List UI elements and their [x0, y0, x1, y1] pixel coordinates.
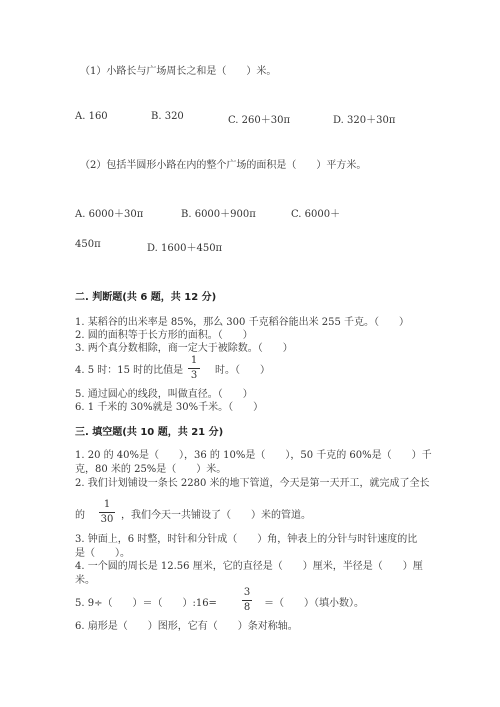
judge-item-3: 3. 两个真分数相除，商一定大于被除数。（ ） [75, 343, 293, 354]
judge-item-5: 5. 通过圆心的线段，叫做直径。（ ） [75, 389, 253, 400]
fraction-numerator: 1 [103, 499, 111, 510]
fill-item-1-line2: 克，80 米的 25%是（ ）米。 [75, 464, 227, 475]
fill-item-3-line2: 是（ ）。 [75, 548, 130, 559]
fill-item-4-line2: 米。 [75, 575, 95, 586]
q1-option-a: A. 160 [75, 111, 108, 122]
fraction-one-third [188, 356, 200, 381]
fill-item-3-line1: 3. 钟面上，6 时整，时针和分针成（ ）角，钟表上的分针与时针速度的比 [75, 534, 418, 545]
q2-text: （2）包括半圆形小路在内的整个广场的面积是（ ）平方米。 [80, 160, 367, 171]
fraction-numerator: 3 [243, 587, 251, 598]
judge-item-4-end: 时。（ ） [215, 365, 270, 376]
fraction-denominator: 8 [243, 602, 251, 613]
judge-item-2: 2. 圆的面积等于长方形的面积。（ ） [75, 330, 253, 341]
section-3-heading: 三. 填空题(共 10 题，共 21 分) [75, 427, 224, 438]
q1-text: （1）小路长与广场周长之和是（ ）米。 [80, 66, 277, 77]
fill-item-4-line1: 4. 一个圆的周长是 12.56 厘米，它的直径是（ ）厘米，半径是（ ）厘 [75, 561, 423, 572]
q1-option-b: B. 320 [151, 111, 184, 122]
fraction-numerator: 1 [190, 355, 198, 366]
q2-option-d: D. 1600＋450π [147, 243, 223, 254]
fill-item-6: 6. 扇形是（ ）图形，它有（ ）条对称轴。 [75, 621, 298, 632]
fill-item-2-end: ，我们今天一共铺设了（ ）米的管道。 [121, 510, 311, 521]
fill-item-5-start: 5. 9÷（ ）＝（ ）:16= [75, 598, 217, 609]
judge-item-1: 1. 某稻谷的出米率是 85%，那么 300 千克稻谷能出米 255 千克。（ ） [75, 317, 410, 328]
fill-item-5-end: ＝（ ）（填小数）。 [264, 598, 364, 609]
fraction-denominator: 30 [100, 514, 114, 525]
q1-option-c: C. 260＋30π [228, 115, 291, 126]
q2-option-c-start: C. 6000＋ [291, 209, 341, 220]
judge-item-4-start: 4. 5 时：15 时的比值是 [75, 365, 184, 376]
fill-item-2-start: 的 [75, 510, 85, 521]
fill-item-1-line1: 1. 20 的 40%是（ ），36 的 10%是（ ），50 千克的 60%是（ ）千 [75, 450, 432, 461]
fraction-one-thirtieth [99, 500, 115, 525]
fraction-three-eighths [242, 588, 252, 613]
judge-item-6: 6. 1 千米的 30%就是 30%千米。（ ） [75, 402, 264, 413]
fill-item-2-line1: 2. 我们计划铺设一条长 2280 米的地下管道，今天是第一天开工，就完成了全长 [75, 478, 430, 489]
fraction-denominator: 3 [190, 370, 198, 381]
q2-option-b: B. 6000＋900π [181, 209, 256, 220]
q1-option-d: D. 320＋30π [333, 115, 396, 126]
q2-option-a: A. 6000＋30π [75, 209, 144, 220]
section-2-heading: 二. 判断题(共 6 题，共 12 分) [75, 292, 217, 303]
q2-option-c-end: 450π [75, 239, 101, 250]
